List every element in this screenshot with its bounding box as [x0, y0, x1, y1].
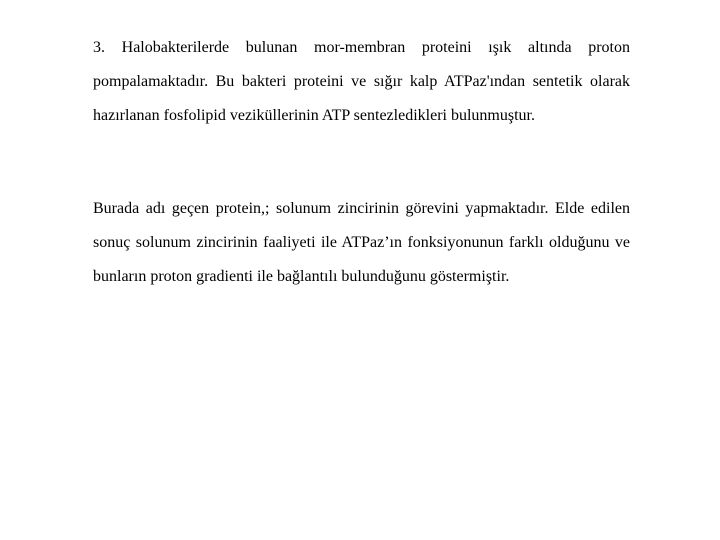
question-paragraph: 3. Halobakterilerde bulunan mor-membran proteini ışık altında proton pompalamaktadır. Bu bakteri proteini ve sığır kalp ATPaz'ından sentetik olarak hazırlanan fosfolipid veziküllerinin ATP sentezledikleri bulunmuştur. — [93, 39, 630, 124]
explanation-paragraph: Burada adı geçen protein,; solunum zincirinin görevini yapmaktadır. Elde edilen sonuç solunum zincirinin faaliyeti ile ATPaz’ın fonksiyonunun farklı olduğunu ve bunların proton gradienti ile bağlantılı bulunduğunu göstermiştir. — [93, 200, 630, 285]
